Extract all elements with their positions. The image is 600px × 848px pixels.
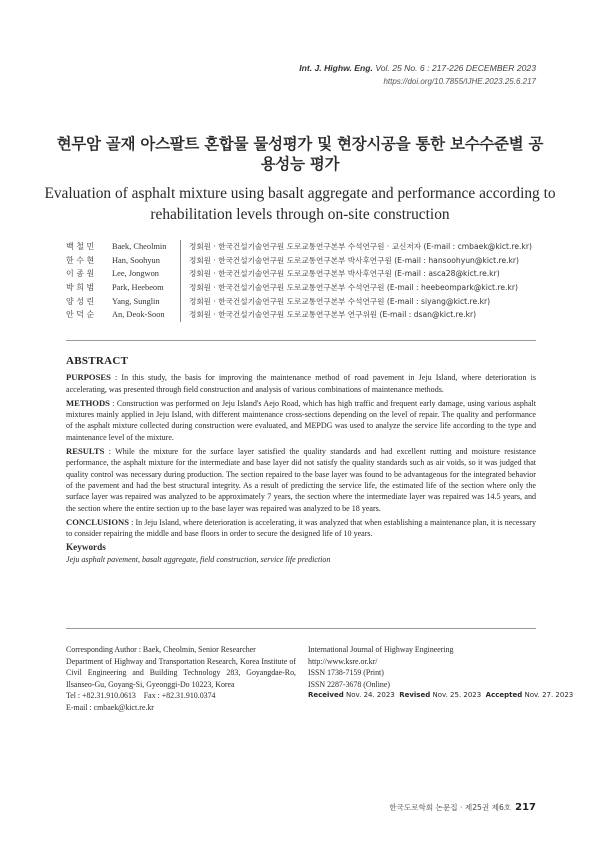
- abstract-results: [66, 446, 536, 514]
- author-name-ko: 한 수 현: [66, 255, 95, 265]
- journal-url[interactable]: http://www.ksre.or.kr/: [308, 656, 378, 666]
- author-name-en: Yang, Sunglin: [112, 296, 160, 306]
- abstract-heading: ABSTRACT: [66, 355, 129, 367]
- purposes-text: : In this study, the basis for improving the maintenance method of road pavement in Jeju Island, where deterioration is accelerating, was presented through field construction and analysis of various combinations of maintenance methods.: [66, 373, 536, 394]
- author-row: [66, 281, 532, 295]
- abstract-purposes: [66, 372, 536, 395]
- corresponding-author-info: [66, 644, 296, 714]
- abstract-methods: [66, 398, 536, 443]
- keywords-text: Jeju asphalt pavement, basalt aggregate, field construction, service life prediction: [66, 554, 331, 564]
- abstract-section: [66, 356, 536, 565]
- author-name-ko: 양 성 린: [66, 296, 95, 306]
- results-label: RESULTS: [66, 446, 105, 457]
- author-name-en: Baek, Cheolmin: [112, 242, 167, 251]
- corresponding-email[interactable]: E-mail : cmbaek@kict.re.kr: [66, 702, 154, 712]
- author-name-ko: 이 종 원: [66, 269, 95, 279]
- author-name-en: An, Deok-Soon: [112, 310, 165, 320]
- author-affiliation: 정회원 · 한국건설기술연구원 도로교통연구본부 연구위원 (E-mail : dsan@kict.re.kr): [180, 308, 476, 322]
- author-affiliation: 정회원 · 한국건설기술연구원 도로교통연구본부 박사후연구원 (E-mail : hansoohyun@kict.re.kr): [180, 254, 519, 268]
- received-label: Received: [308, 691, 344, 700]
- journal-volume: Vol. 25 No. 6 : 217-226 DECEMBER 2023: [375, 63, 536, 73]
- revised-date: Nov. 25. 2023: [432, 691, 482, 700]
- author-name-ko: 박 희 범: [66, 283, 95, 293]
- methods-label: METHODS: [66, 397, 110, 408]
- author-affiliation: 정회원 · 한국건설기술연구원 도로교통연구본부 수석연구원 (E-mail : siyang@kict.re.kr): [180, 295, 490, 309]
- footer-journal-ko: 한국도로학회 논문집 · 제25권 제6호: [389, 803, 512, 812]
- journal-full-name: International Journal of Highway Engineering: [308, 645, 454, 654]
- corresponding-address: Department of Highway and Transportation Research, Korea Institute of Civil Engineering and Building Technology 283, Goyangdae-Ro, Ilsanseo-Gu, Goyang-Si, Gyeonggi-Do 10223, Korea: [66, 656, 296, 689]
- results-text: : While the mixture for the surface layer satisfied the quality standards and had excellent rutting and moisture resistance performance, the asphalt mixture for the intermediate and base layer did not satisfy the quality standards such as air voids, so it was judged that quality control was necessary during production. The section repaired to the base layer was found to be advantageous for the integrated behavior of the pavement and had the best structural integrity. As a result of predicting the service life, the estimated life of the section where only the surface layer was repaired was analyzed to be approximately 7 years, the section where the intermediate layer was repaired was 14.5 years, and the section where the entire section up to the base layer was repaired was analyzed to be 18 years.: [66, 447, 536, 513]
- author-name-en: Park, Heebeom: [112, 283, 164, 293]
- author-name-ko: 안 덕 순: [66, 310, 95, 320]
- korean-title: 현무암 골재 아스팔트 혼합물 물성평가 및 현장시공을 통한 보수수준별 공용성능 평가: [56, 135, 544, 173]
- author-affiliation: 정회원 · 한국건설기술연구원 도로교통연구본부 수석연구원 (E-mail : heebeompark@kict.re.kr): [180, 281, 518, 295]
- author-row: [66, 254, 532, 268]
- author-row: [66, 267, 532, 281]
- methods-text: : Construction was performed on Jeju Island's Aejo Road, which has high traffic and frequent early damage, using various asphalt mixtures mainly applied in Jeju Island, with different maintenance cross-sections depending on the level of repair. The quality and performance of the asphalt mixture collected during construction were evaluated, and MEPDG was used to analyze the service life according to the type and maintenance level of the mixture.: [66, 398, 536, 442]
- doi-link[interactable]: https://doi.org/10.7855/IJHE.2023.25.6.217: [383, 77, 536, 86]
- divider-bottom: [66, 628, 536, 629]
- accepted-label: Accepted: [485, 691, 523, 700]
- revised-label: Revised: [399, 691, 431, 700]
- author-row: [66, 295, 532, 309]
- conclusions-label: CONCLUSIONS: [66, 516, 130, 527]
- corresponding-author: Corresponding Author : Baek, Cheolmin, Senior Researcher: [66, 645, 256, 654]
- journal-info: [308, 644, 574, 702]
- journal-name: Int. J. Highw. Eng.: [299, 63, 373, 73]
- english-title: Evaluation of asphalt mixture using basalt aggregate and performance according to rehabilitation levels through on-site construction: [44, 185, 556, 223]
- issn-online: ISSN 2287-3678 (Online): [308, 679, 390, 689]
- purposes-label: PURPOSES: [66, 372, 111, 383]
- author-row: [66, 240, 532, 254]
- submission-dates: [308, 690, 574, 702]
- page-number: 217: [515, 802, 536, 813]
- journal-header: [299, 62, 536, 88]
- abstract-conclusions: [66, 517, 536, 540]
- page-footer: [389, 802, 536, 813]
- author-list: [66, 240, 532, 322]
- author-name-en: Lee, Jongwon: [112, 269, 159, 279]
- author-name-en: Han, Soohyun: [112, 255, 160, 265]
- author-name-ko: 백 철 민: [66, 242, 95, 251]
- author-affiliation: 정회원 · 한국건설기술연구원 도로교통연구본부 수석연구원 · 교신저자 (E-mail : cmbaek@kict.re.kr): [180, 240, 532, 254]
- received-date: Nov. 24. 2023: [346, 691, 395, 700]
- accepted-date: Nov. 27. 2023: [524, 691, 574, 700]
- keywords-heading: Keywords: [66, 542, 106, 553]
- author-row: [66, 308, 532, 322]
- corresponding-phone: Tel : +82.31.910.0613 Fax : +82.31.910.0374: [66, 691, 216, 701]
- issn-print: ISSN 1738-7159 (Print): [308, 668, 384, 678]
- conclusions-text: : In Jeju Island, where deterioration is accelerating, it was analyzed that when establishing a maintenance plan, it is necessary to consider repairing the middle and base floors in order to secure the designed life of 10 years.: [66, 517, 536, 539]
- author-affiliation: 정회원 · 한국건설기술연구원 도로교통연구본부 박사후연구원 (E-mail : asca28@kict.re.kr): [180, 267, 500, 281]
- divider-top: [66, 340, 536, 341]
